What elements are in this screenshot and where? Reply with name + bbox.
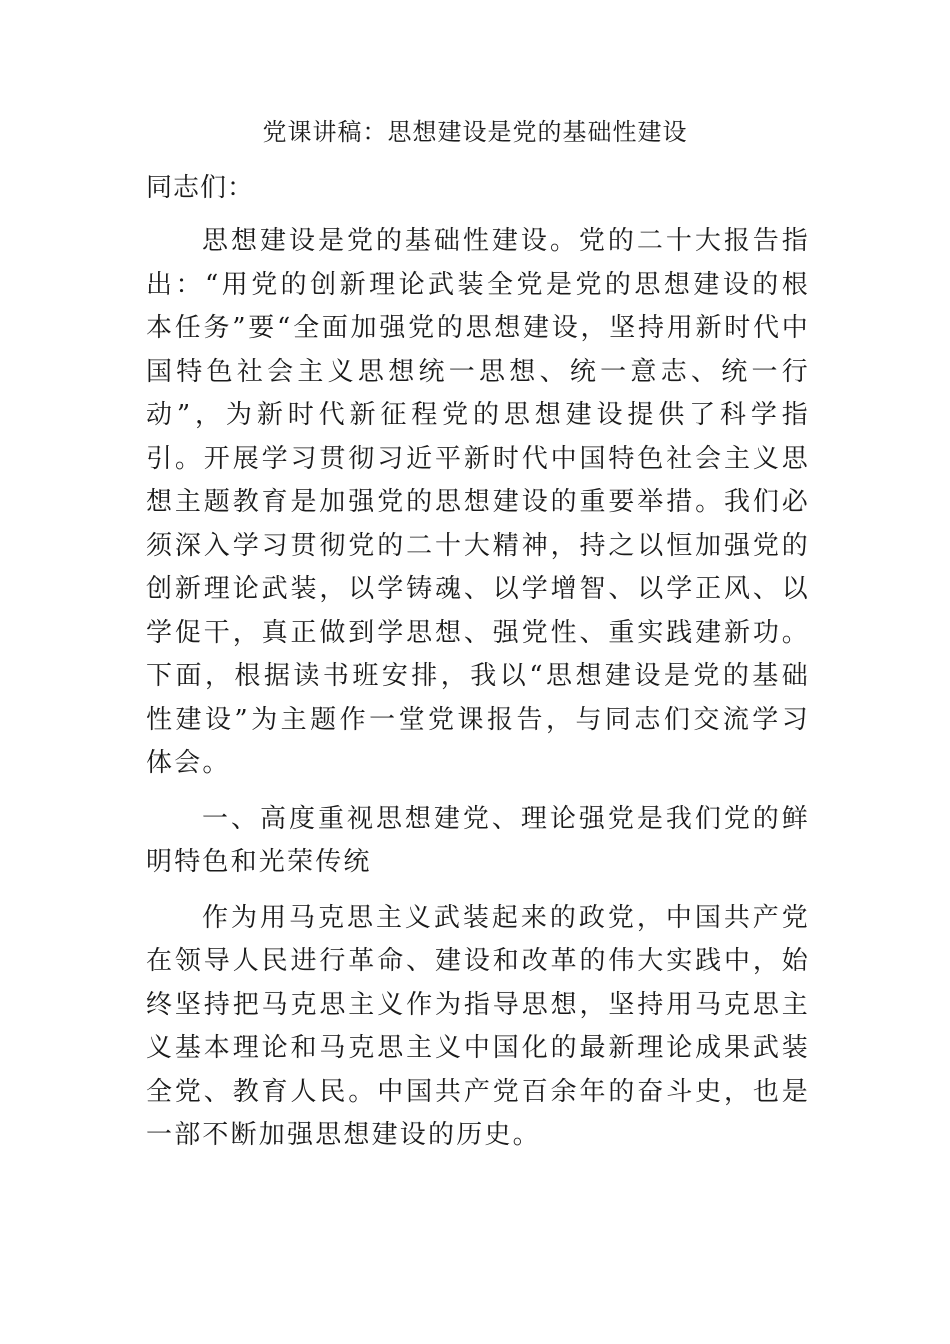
paragraph-section-1: 作为用马克思主义武装起来的政党，中国共产党在领导人民进行革命、建设和改革的伟大实践中，始终坚持把马克思主义作为指导思想，坚持用马克思主义基本理论和马克思主义中国化的最新理论成果武装全党、教育人民。中国共产党百余年的奋斗史，也是一部不断加强思想建设的历史。 bbox=[146, 902, 810, 1150]
document-title: 党课讲稿：思想建设是党的基础性建设 bbox=[262, 118, 688, 146]
document-body bbox=[146, 220, 810, 1170]
paragraph-intro: 思想建设是党的基础性建设。党的二十大报告指出：“用党的创新理论武装全党是党的思想建设的根本任务”要“全面加强党的思想建设，坚持用新时代中国特色社会主义思想统一思想、统一意志、统一行动”，为新时代新征程党的思想建设提供了科学指引。开展学习贯彻习近平新时代中国特色社会主义思想主题教育是加强党的思想建设的重要举措。我们必须深入学习贯彻党的二十大精神，持之以恒加强党的创新理论武装，以学铸魂、以学增智、以学正风、以学促干，真正做到学思想、强党性、重实践建新功。下面，根据读书班安排，我以“思想建设是党的基础性建设”为主题作一堂党课报告，与同志们交流学习体会。 bbox=[146, 226, 810, 778]
salutation: 同志们： bbox=[146, 173, 255, 203]
section-heading-1: 一、高度重视思想建党、理论强党是我们党的鲜明特色和光荣传统 bbox=[146, 803, 810, 877]
